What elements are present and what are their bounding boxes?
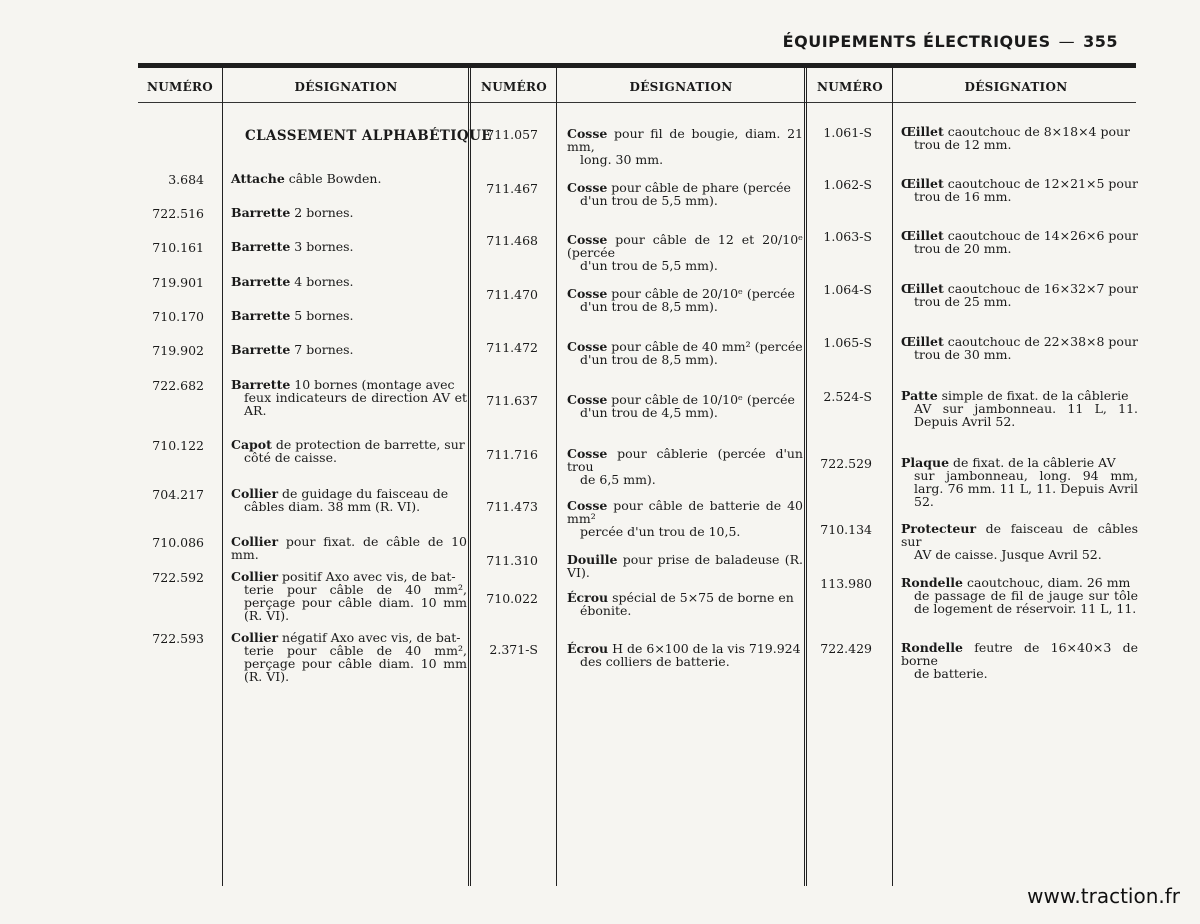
part-term: Collier [231, 486, 279, 501]
part-number: 2.371-S [489, 642, 538, 657]
part-number: 710.134 [820, 522, 872, 537]
part-number: 719.902 [152, 343, 204, 358]
part-number: 722.592 [152, 570, 204, 585]
part-term: Œillet [901, 228, 944, 243]
part-number: 722.529 [820, 456, 872, 471]
part-text-continued: de passage de fil de jauge sur tôle de logement de réservoir. 11 L, 11. [914, 588, 1138, 616]
part-designation [231, 275, 467, 288]
part-text: pour câble de phare (percée [607, 180, 791, 195]
part-number: 711.057 [486, 127, 538, 142]
page-number: 355 [1083, 32, 1118, 51]
part-designation [231, 378, 467, 417]
part-designation [901, 125, 1138, 151]
part-designation [567, 287, 803, 313]
part-text: 7 bornes. [290, 342, 354, 357]
part-text: caoutchouc de 16×32×7 pour [943, 281, 1138, 296]
part-term: Barrette [231, 308, 291, 323]
part-number: 1.061-S [823, 125, 872, 140]
header-rule [138, 102, 1136, 103]
part-number: 3.684 [168, 172, 204, 187]
part-number: 711.468 [486, 233, 538, 248]
part-term: Rondelle [901, 640, 963, 655]
part-designation [567, 591, 803, 617]
part-text: 2 bornes. [290, 205, 354, 220]
part-number: 711.467 [486, 181, 538, 196]
part-designation [231, 206, 467, 219]
part-text: de fixat. de la câblerie AV [949, 455, 1116, 470]
part-term: Barrette [231, 377, 291, 392]
part-term: Douille [567, 552, 618, 567]
part-designation [231, 570, 467, 622]
part-number: 710.170 [152, 309, 204, 324]
part-text-continued: côté de caisse. [244, 450, 337, 465]
part-designation [567, 499, 803, 538]
part-term: Plaque [901, 455, 950, 470]
col-head-designation-1: DÉSIGNATION [294, 80, 398, 94]
part-number: 704.217 [152, 487, 204, 502]
part-text-continued: d'un trou de 5,5 mm). [580, 258, 718, 273]
part-designation [567, 127, 803, 166]
part-number: 710.161 [152, 240, 204, 255]
part-designation [231, 487, 467, 513]
part-number: 710.022 [486, 591, 538, 606]
part-text: H de 6×100 de la vis 719.924 [608, 641, 801, 656]
part-text: pour prise de baladeuse (R. VI). [567, 552, 803, 580]
part-term: Cosse [567, 232, 608, 247]
part-number: 1.063-S [823, 229, 872, 244]
part-number: 1.064-S [823, 282, 872, 297]
part-text: pour fil de bougie, diam. 21 mm, [567, 126, 803, 154]
part-term: Cosse [567, 392, 608, 407]
part-text-continued: ébonite. [580, 603, 632, 618]
header-separator: — [1058, 32, 1076, 51]
part-number: 113.980 [820, 576, 872, 591]
part-term: Collier [231, 630, 279, 645]
part-text: caoutchouc, diam. 26 mm [962, 575, 1131, 590]
part-designation [231, 438, 467, 464]
section-title: CLASSEMENT ALPHABÉTIQUE [245, 128, 492, 144]
part-designation [901, 335, 1138, 361]
part-number: 711.716 [486, 447, 538, 462]
page-title: ÉQUIPEMENTS ÉLECTRIQUES [782, 32, 1051, 51]
part-term: Rondelle [901, 575, 963, 590]
part-text: caoutchouc de 22×38×8 pour [943, 334, 1138, 349]
part-term: Œillet [901, 124, 944, 139]
part-designation [901, 576, 1138, 615]
part-text: caoutchouc de 12×21×5 pour [943, 176, 1138, 191]
part-term: Patte [901, 388, 938, 403]
col-head-numero-1: NUMÉRO [146, 80, 214, 94]
page-header [783, 32, 1118, 51]
part-designation [901, 522, 1138, 561]
column-divider [222, 68, 223, 886]
part-term: Barrette [231, 274, 291, 289]
part-designation [901, 456, 1138, 508]
part-term: Barrette [231, 342, 291, 357]
part-text-continued: AV sur jambonneau. 11 L, 11. Depuis Avril 52. [914, 401, 1138, 429]
part-text: négatif Axo avec vis, de bat- [278, 630, 461, 645]
part-text: de guidage du faisceau de [278, 486, 449, 501]
part-designation [567, 642, 803, 668]
part-designation [231, 172, 467, 185]
part-term: Capot [231, 437, 272, 452]
part-term: Barrette [231, 239, 291, 254]
part-term: Œillet [901, 334, 944, 349]
part-number: 1.062-S [823, 177, 872, 192]
part-text: simple de fixat. de la câblerie [937, 388, 1129, 403]
part-text-continued: AV de caisse. Jusque Avril 52. [914, 547, 1102, 562]
part-text-continued: trou de 12 mm. [914, 137, 1012, 152]
part-term: Écrou [567, 590, 609, 605]
part-text: feutre de 16×40×3 de borne [901, 640, 1138, 668]
part-designation [901, 389, 1138, 428]
part-term: Collier [231, 534, 279, 549]
part-text-continued: de batterie. [914, 666, 988, 681]
part-number: 722.593 [152, 631, 204, 646]
part-text: pour câblerie (percée d'un trou [567, 446, 803, 474]
part-text: de protection de barrette, sur [271, 437, 465, 452]
part-designation [231, 240, 467, 253]
part-text: 3 bornes. [290, 239, 354, 254]
part-text-continued: sur jambonneau, long. 94 mm, larg. 76 mm. 11 L, 11. Depuis Avril 52. [914, 468, 1138, 509]
part-text-continued: trou de 25 mm. [914, 294, 1012, 309]
col-head-numero-3: NUMÉRO [816, 80, 884, 94]
part-designation [567, 233, 803, 272]
part-designation [567, 181, 803, 207]
part-term: Œillet [901, 281, 944, 296]
part-term: Cosse [567, 126, 608, 141]
part-designation [567, 393, 803, 419]
part-text-continued: trou de 16 mm. [914, 189, 1012, 204]
part-term: Écrou [567, 641, 609, 656]
part-text-continued: terie pour câble de 40 mm², perçage pour câble diam. 10 mm (R. VI). [244, 643, 467, 684]
part-text-continued: d'un trou de 8,5 mm). [580, 352, 718, 367]
part-number: 722.429 [820, 641, 872, 656]
part-term: Œillet [901, 176, 944, 191]
part-text-continued: d'un trou de 5,5 mm). [580, 193, 718, 208]
part-text: de faisceau de câbles sur [901, 521, 1138, 549]
part-text-continued: câbles diam. 38 mm (R. VI). [244, 499, 421, 514]
part-designation [231, 309, 467, 322]
part-number: 711.472 [486, 340, 538, 355]
part-number: 711.473 [486, 499, 538, 514]
col-head-numero-2: NUMÉRO [480, 80, 548, 94]
part-text-continued: trou de 20 mm. [914, 241, 1012, 256]
part-text-continued: trou de 30 mm. [914, 347, 1012, 362]
part-text: pour câble de 40 mm² (percée [607, 339, 803, 354]
part-term: Barrette [231, 205, 291, 220]
part-number: 722.682 [152, 378, 204, 393]
part-designation [901, 282, 1138, 308]
column-divider [892, 68, 893, 886]
part-term: Cosse [567, 498, 608, 513]
col-head-designation-3: DÉSIGNATION [964, 80, 1068, 94]
part-text: caoutchouc de 8×18×4 pour [943, 124, 1131, 139]
part-term: Cosse [567, 180, 608, 195]
part-term: Cosse [567, 339, 608, 354]
part-designation [901, 641, 1138, 680]
part-designation [901, 229, 1138, 255]
part-designation [567, 553, 803, 579]
part-text: pour fixat. de câble de 10 mm. [231, 534, 467, 562]
part-text-continued: terie pour câble de 40 mm², perçage pour câble diam. 10 mm (R. VI). [244, 582, 467, 623]
part-text: pour câble de batterie de 40 mm² [567, 498, 803, 526]
part-text-continued: des colliers de batterie. [580, 654, 730, 669]
part-designation [901, 177, 1138, 203]
part-designation [567, 447, 803, 486]
part-number: 2.524-S [823, 389, 872, 404]
part-number: 722.516 [152, 206, 204, 221]
part-term: Collier [231, 569, 279, 584]
part-text: positif Axo avec vis, de bat- [278, 569, 456, 584]
part-text-continued: d'un trou de 8,5 mm). [580, 299, 718, 314]
part-text-continued: de 6,5 mm). [580, 472, 656, 487]
col-head-designation-2: DÉSIGNATION [629, 80, 733, 94]
part-designation [231, 535, 467, 561]
part-number: 710.086 [152, 535, 204, 550]
part-number: 711.310 [486, 553, 538, 568]
part-text: caoutchouc de 14×26×6 pour [943, 228, 1138, 243]
part-term: Cosse [567, 446, 608, 461]
part-text: pour câble de 20/10ᵉ (percée [607, 286, 795, 301]
part-term: Protecteur [901, 521, 977, 536]
part-number: 711.470 [486, 287, 538, 302]
part-text: 5 bornes. [290, 308, 354, 323]
part-term: Cosse [567, 286, 608, 301]
part-text: câble Bowden. [284, 171, 382, 186]
part-text-continued: percée d'un trou de 10,5. [580, 524, 741, 539]
part-text-continued: long. 30 mm. [580, 152, 664, 167]
part-designation [231, 631, 467, 683]
column-divider [556, 68, 557, 886]
part-designation [567, 340, 803, 366]
part-number: 719.901 [152, 275, 204, 290]
part-text: 10 bornes (montage avec [290, 377, 455, 392]
part-text: pour câble de 10/10ᵉ (percée [607, 392, 795, 407]
watermark: www.traction.fr [1027, 884, 1180, 908]
part-text: 4 bornes. [290, 274, 354, 289]
part-term: Attache [231, 171, 285, 186]
part-text-continued: feux indicateurs de direction AV et AR. [244, 390, 467, 418]
part-designation [231, 343, 467, 356]
part-text: spécial de 5×75 de borne en [608, 590, 794, 605]
part-text: pour câble de 12 et 20/10ᵉ (percée [567, 232, 803, 260]
top-rule [138, 63, 1136, 68]
part-number: 711.637 [486, 393, 538, 408]
part-number: 710.122 [152, 438, 204, 453]
part-text-continued: d'un trou de 4,5 mm). [580, 405, 718, 420]
part-number: 1.065-S [823, 335, 872, 350]
